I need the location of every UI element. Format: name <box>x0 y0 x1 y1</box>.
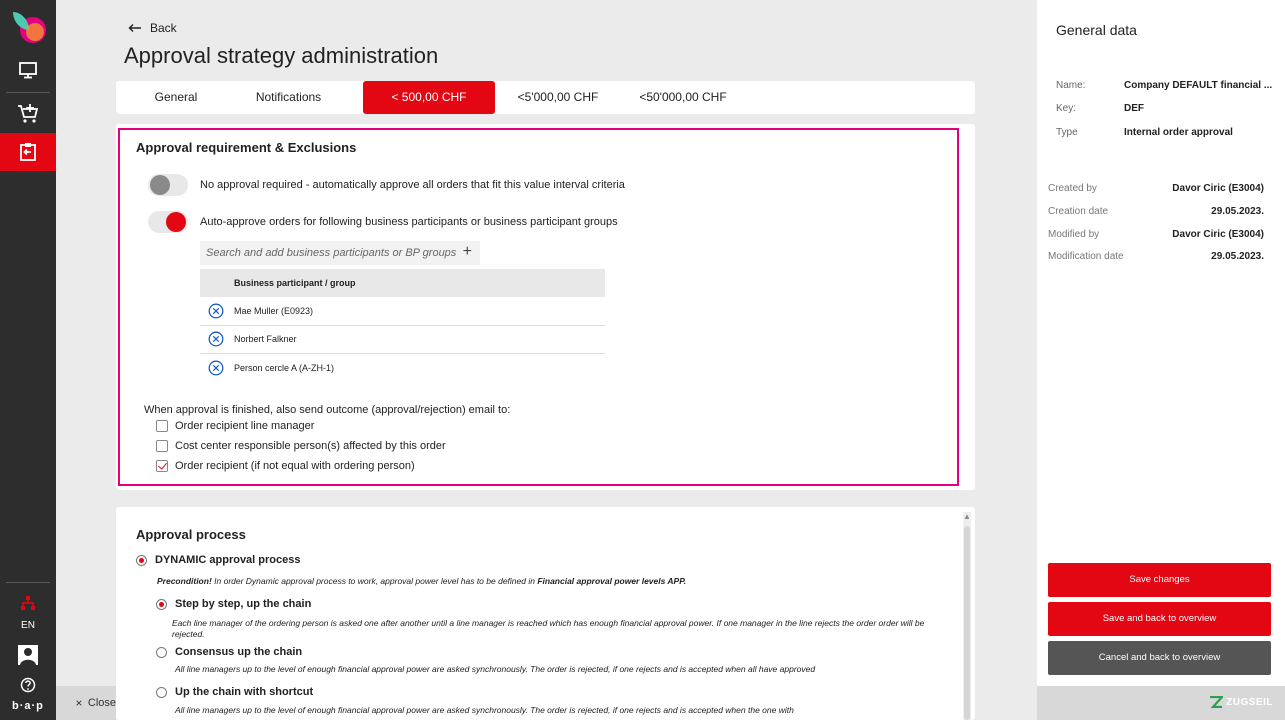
close-icon <box>76 698 82 708</box>
meta-key: Modified by <box>1048 229 1100 240</box>
left-nav-rail <box>0 0 56 720</box>
meta-value: Davor Ciric (E3004) <box>1172 229 1264 240</box>
shortcut-desc: All line managers up to the level of enough financial approval power are asked synchronously. The order is rejected, if one rejects and is accepted when the one with <box>175 705 794 715</box>
scroll-up-icon[interactable]: ▲ <box>963 512 971 521</box>
table-row <box>200 326 605 355</box>
save-and-back-button[interactable]: Save and back to overview <box>1048 602 1271 636</box>
precondition-note <box>157 576 686 587</box>
meta-value: Davor Ciric (E3004) <box>1172 183 1264 194</box>
auto-approve-label: Auto-approve orders for following business participants or business participant groups <box>200 216 618 228</box>
remove-circle-icon[interactable] <box>208 303 224 319</box>
step-by-step-radio-row[interactable] <box>156 598 311 610</box>
close-button[interactable] <box>56 686 116 720</box>
modified-by-row <box>1048 229 1264 240</box>
save-changes-button[interactable]: Save changes <box>1048 563 1271 597</box>
field-key: Name: <box>1056 80 1086 91</box>
radio-label: Consensus up the chain <box>175 646 303 658</box>
meta-key: Creation date <box>1048 206 1109 217</box>
checkbox-label: Cost center responsible person(s) affected by this order <box>175 440 446 452</box>
modification-date-row <box>1048 251 1264 262</box>
tab-under-50000[interactable]: <50'000,00 CHF <box>639 90 727 104</box>
checkbox-label: Order recipient (if not equal with ordering person) <box>175 460 415 472</box>
field-value: DEF <box>1124 103 1144 114</box>
created-by-row <box>1048 183 1264 194</box>
nav-help-button[interactable] <box>0 666 56 704</box>
back-label: Back <box>150 21 177 35</box>
nav-org-button[interactable] <box>0 584 56 622</box>
radio[interactable] <box>156 647 167 658</box>
checkbox[interactable] <box>156 420 168 432</box>
radio-label: Up the chain with shortcut <box>175 686 314 698</box>
participant-name: Norbert Falkner <box>234 334 297 345</box>
email-option-line-manager[interactable] <box>156 420 314 432</box>
participant-name: Person cercle A (A-ZH-1) <box>234 363 335 374</box>
precondition-text: In order Dynamic approval process to work, approval power level has to be defined in <box>211 576 538 586</box>
no-approval-toggle[interactable] <box>148 174 188 196</box>
process-scrollbar[interactable] <box>963 512 971 720</box>
zugseil-mark-icon <box>1209 696 1223 708</box>
auto-approve-toggle-row <box>148 211 618 233</box>
field-value: Internal order approval <box>1124 127 1233 138</box>
email-option-order-recipient[interactable] <box>156 460 415 472</box>
tab-general[interactable]: General <box>154 90 198 104</box>
back-link[interactable] <box>128 21 177 35</box>
zugseil-logo <box>1209 696 1273 708</box>
process-section-title: Approval process <box>136 527 246 542</box>
requirement-section-title: Approval requirement & Exclusions <box>136 140 357 155</box>
radio-label: DYNAMIC approval process <box>155 554 301 566</box>
radio-checked[interactable] <box>136 555 147 566</box>
nav-cart-button[interactable] <box>0 95 56 133</box>
precondition-app-name: Financial approval power levels APP. <box>537 576 687 586</box>
search-placeholder: Search and add business participants or BP groups <box>206 247 457 259</box>
sidebar-footer <box>1037 686 1285 720</box>
nav-separator <box>6 582 50 583</box>
approval-clipboard-icon <box>18 142 38 162</box>
monitor-icon <box>18 61 38 79</box>
no-approval-label: No approval required - automatically approve all orders that fit this value interval criteria <box>200 179 625 191</box>
tab-bar <box>116 81 975 114</box>
tab-notifications[interactable]: Notifications <box>255 90 322 104</box>
general-data-sidebar <box>1037 0 1285 686</box>
arrow-left-icon <box>128 23 142 33</box>
org-icon <box>20 595 36 611</box>
checkbox-checked[interactable] <box>156 460 168 472</box>
meta-key: Modification date <box>1048 251 1124 262</box>
radio-checked[interactable] <box>156 599 167 610</box>
dynamic-process-radio-row[interactable] <box>136 554 300 566</box>
nav-monitor-button[interactable] <box>0 51 56 89</box>
brand-text: ZUGSEIL <box>1226 696 1273 708</box>
precondition-bold: Precondition! <box>157 576 212 586</box>
language-selector[interactable]: EN <box>21 620 35 631</box>
bap-logo: b·a·p <box>12 700 44 712</box>
meta-value: 29.05.2023. <box>1211 206 1264 217</box>
radio-label: Step by step, up the chain <box>175 598 312 610</box>
shortcut-radio-row[interactable] <box>156 686 313 698</box>
table-row <box>200 354 605 383</box>
field-key: Type <box>1056 127 1078 138</box>
remove-circle-icon[interactable] <box>208 360 224 376</box>
participants-table <box>200 269 605 383</box>
user-avatar-icon <box>18 645 38 665</box>
step-by-step-desc: Each line manager of the ordering person is asked one after another until a line manager is reached which has enough financial approval power. If one manager in the line rejects the order order will be rejected. <box>172 618 925 639</box>
radio[interactable] <box>156 687 167 698</box>
tab-under-5000[interactable]: <5'000,00 CHF <box>517 90 599 104</box>
checkbox-label: Order recipient line manager <box>175 420 315 432</box>
nav-separator <box>6 92 50 93</box>
no-approval-toggle-row <box>148 174 625 196</box>
cancel-and-back-button[interactable]: Cancel and back to overview <box>1048 641 1271 675</box>
meta-value: 29.05.2023. <box>1211 251 1264 262</box>
app-logo[interactable] <box>11 10 47 46</box>
checkbox[interactable] <box>156 440 168 452</box>
remove-circle-icon[interactable] <box>208 331 224 347</box>
help-icon <box>20 677 36 693</box>
tab-under-500[interactable]: < 500,00 CHF <box>363 81 495 114</box>
meta-key: Created by <box>1048 183 1097 194</box>
add-participant-plus-icon[interactable]: + <box>462 243 472 260</box>
cart-add-icon <box>16 103 40 125</box>
consensus-radio-row[interactable] <box>156 646 302 658</box>
email-outcome-label: When approval is finished, also send outcome (approval/rejection) email to: <box>144 404 511 416</box>
email-option-cost-center[interactable] <box>156 440 446 452</box>
participants-table-header: Business participant / group <box>200 269 605 297</box>
field-key: Key: <box>1056 103 1077 114</box>
auto-approve-toggle[interactable] <box>148 211 188 233</box>
creation-date-row <box>1048 206 1264 217</box>
table-row <box>200 297 605 326</box>
page-title: Approval strategy administration <box>124 43 439 68</box>
participant-search-input[interactable] <box>200 241 480 265</box>
participant-name: Mae Muller (E0923) <box>234 305 314 316</box>
scrollbar-thumb[interactable] <box>964 526 970 720</box>
close-label: Close <box>87 697 116 709</box>
field-value: Company DEFAULT financial ... <box>1124 80 1273 91</box>
nav-approval-button[interactable] <box>0 133 56 171</box>
consensus-desc: All line managers up to the level of enough financial approval power are asked synchronously. The order is rejected, if one rejects and is accepted when all have approved <box>175 664 816 674</box>
sidebar-title: General data <box>1056 22 1137 38</box>
